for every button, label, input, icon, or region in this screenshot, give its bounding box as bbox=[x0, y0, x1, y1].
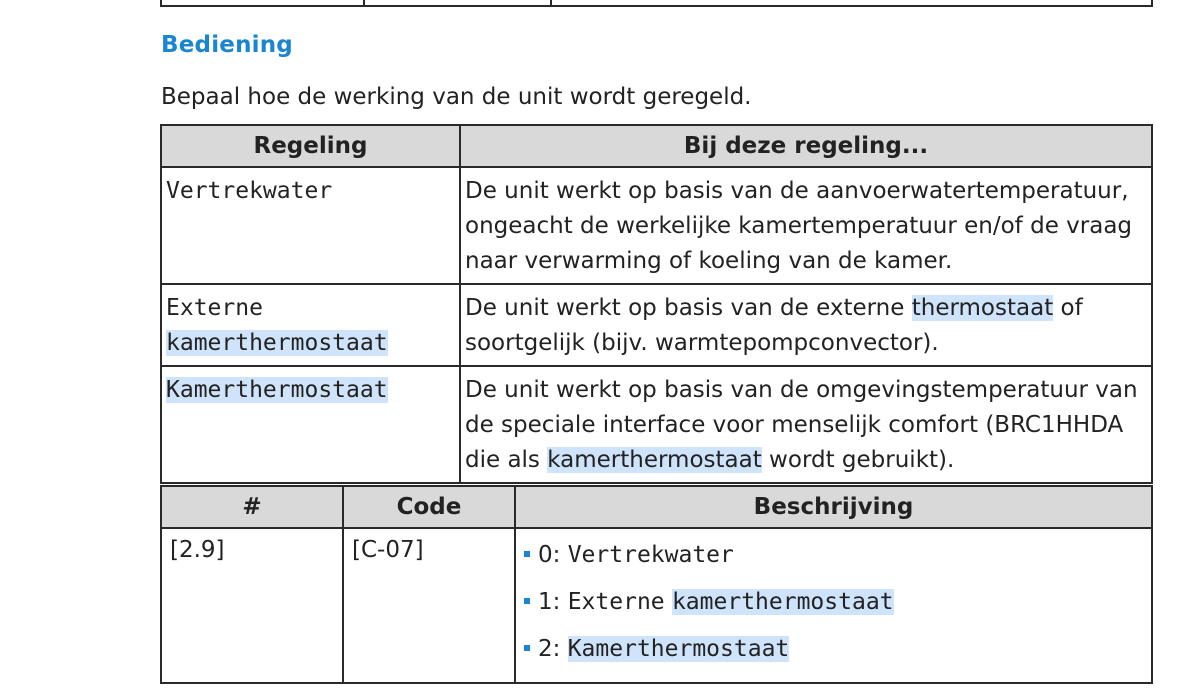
option-label: Externe bbox=[567, 589, 665, 615]
code-cell: [C-07] bbox=[343, 528, 515, 683]
mode-description: wordt gebruikt). bbox=[761, 447, 955, 473]
list-item bbox=[524, 584, 1143, 631]
column-header-code: Code bbox=[343, 486, 515, 528]
previous-table-cell bbox=[161, 0, 364, 6]
column-header-description: Beschrijving bbox=[515, 486, 1152, 528]
table-row bbox=[161, 366, 1152, 483]
table-row bbox=[161, 167, 1152, 284]
number-cell: [2.9] bbox=[161, 528, 343, 683]
intro-text: Bepaal hoe de werking van de unit wordt geregeld. bbox=[161, 84, 752, 110]
mode-cell bbox=[161, 167, 460, 284]
bullet-icon bbox=[524, 598, 530, 604]
mode-description: De unit werkt op basis van de externe bbox=[465, 295, 912, 321]
description-cell bbox=[460, 167, 1152, 284]
section-title: Bediening bbox=[161, 32, 293, 58]
option-label: Vertrekwater bbox=[567, 542, 734, 568]
list-item bbox=[524, 537, 1143, 584]
table-row bbox=[161, 284, 1152, 366]
bullet-icon bbox=[524, 645, 530, 651]
control-mode-table bbox=[160, 124, 1153, 484]
mode-name-highlight: kamerthermostaat bbox=[166, 330, 388, 356]
column-header-number: # bbox=[161, 486, 343, 528]
table-header-row bbox=[161, 486, 1152, 528]
table-header-row bbox=[161, 125, 1152, 167]
previous-table-remnant bbox=[160, 0, 1153, 7]
column-header-description: Bij deze regeling... bbox=[460, 125, 1152, 167]
column-header-regeling: Regeling bbox=[161, 125, 460, 167]
table-row bbox=[161, 528, 1152, 683]
previous-table-cell bbox=[364, 0, 551, 6]
description-cell bbox=[460, 284, 1152, 366]
search-highlight: thermostaat bbox=[911, 295, 1054, 321]
description-cell bbox=[515, 528, 1152, 683]
list-item bbox=[524, 631, 1143, 678]
mode-name: Vertrekwater bbox=[166, 178, 333, 204]
option-prefix: 0: bbox=[538, 542, 561, 568]
option-label-highlight: kamerthermostaat bbox=[671, 589, 894, 615]
mode-cell bbox=[161, 366, 460, 483]
search-highlight: kamerthermostaat bbox=[547, 447, 762, 473]
mode-cell bbox=[161, 284, 460, 366]
mode-description: De unit werkt op basis van de omgevingstemperatuur van de speciale interface voor menselijk comfort (BRC1HHDA die als bbox=[465, 377, 1138, 473]
option-list bbox=[524, 537, 1143, 678]
option-prefix: 1: bbox=[538, 589, 561, 615]
option-prefix: 2: bbox=[538, 636, 561, 662]
mode-description: of soortgelijk (bijv. warmtepompconvector). bbox=[465, 295, 1083, 356]
setting-code-table bbox=[160, 485, 1153, 684]
mode-name-highlight: Kamerthermostaat bbox=[166, 377, 388, 403]
mode-name-part: Externe bbox=[166, 295, 263, 321]
mode-description: De unit werkt op basis van de aanvoerwatertemperatuur, ongeacht de werkelijke kamertemperatuur en/of de vraag naar verwarming of koeling van de kamer. bbox=[465, 178, 1133, 274]
bullet-icon bbox=[524, 551, 530, 557]
option-label-highlight: Kamerthermostaat bbox=[567, 636, 790, 662]
previous-table-cell bbox=[551, 0, 1152, 6]
description-cell bbox=[460, 366, 1152, 483]
